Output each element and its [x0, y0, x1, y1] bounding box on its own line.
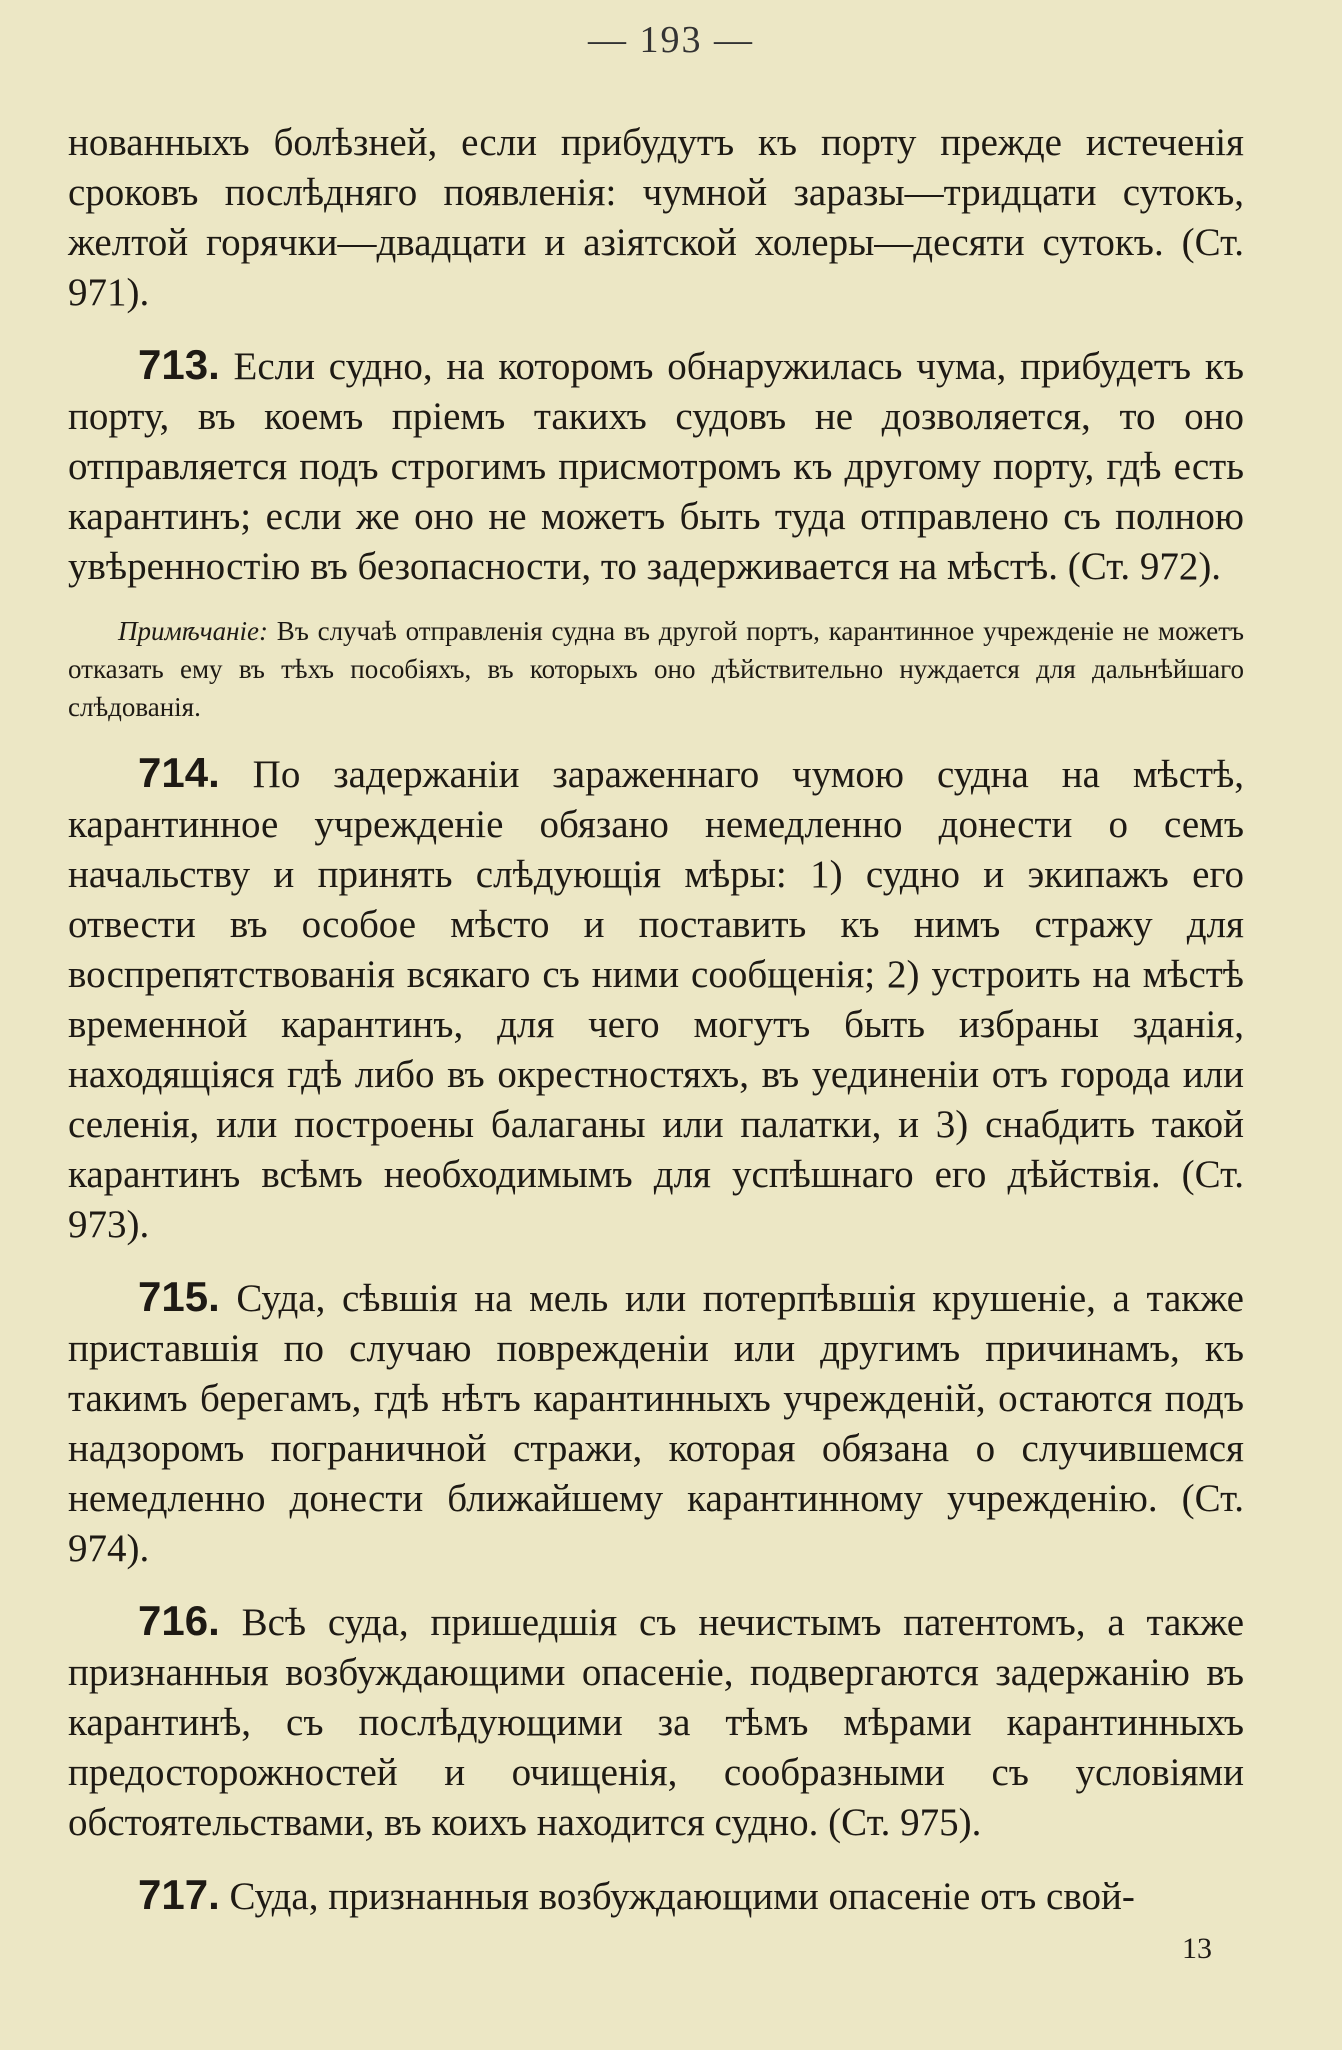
- article-text: По задержаніи зараженнаго чумою судна на мѣстѣ, карантинное учрежденіе обязано немедленно донести о семъ начальству и принять слѣдующія мѣры: 1) судно и экипажъ его отвести въ особое мѣсто и поставить къ нимъ стражу для воспрепятствованія всякаго съ ними сообщенія; 2) устроить на мѣстѣ временной карантинъ, для чего могутъ быть избраны зданія, находящіяся гдѣ либо въ окрестностяхъ, въ уединеніи отъ города или селенія, или построены балаганы или палатки, и 3) снабдить такой карантинъ всѣмъ необходимымъ для успѣшнаго его дѣйствія. (Ст. 973).: [68, 753, 1244, 1246]
- article-number: 714.: [138, 749, 220, 796]
- article-text: Если судно, на которомъ обнаружилась чума, прибудетъ къ порту, въ коемъ пріемъ такихъ судовъ не дозволяется, то оно отправляется подъ строгимъ присмотромъ къ другому порту, гдѣ есть карантинъ; если же оно не можетъ быть туда отправлено съ полною увѣренностію въ безопасности, то задерживается на мѣстѣ. (Ст. 972).: [68, 345, 1244, 588]
- note-label: Примѣчаніе:: [118, 616, 268, 646]
- article-714: [68, 748, 1244, 1250]
- body-text: [68, 118, 1244, 1922]
- article-number: 715.: [138, 1273, 220, 1320]
- article-text: Суда, признанныя возбуждающими опасеніе отъ свой-: [219, 1875, 1135, 1918]
- signature-mark: 13: [1182, 1932, 1212, 1965]
- article-717: [68, 1870, 1244, 1922]
- article-number: 713.: [138, 341, 220, 388]
- article-text: Всѣ суда, пришедшія съ нечистымъ патентомъ, а также признанныя возбуждающими опасеніе, подвергаются задержанію въ карантинѣ, съ послѣдующими за тѣмъ мѣрами карантинныхъ предосторожностей и очищенія, сообразными съ условіями обстоятельствами, въ коихъ находится судно. (Ст. 975).: [68, 1601, 1244, 1844]
- article-713: [68, 340, 1244, 592]
- article-number: 716.: [138, 1597, 220, 1644]
- article-number: 717.: [138, 1871, 220, 1918]
- page-number-header: — 193 —: [588, 19, 754, 61]
- article-715: [68, 1272, 1244, 1574]
- note-text: Въ случаѣ отправленія судна въ другой портъ, карантинное учрежденіе не можетъ отказать ему въ тѣхъ пособіяхъ, въ которыхъ оно дѣйствительно нуждается для дальнѣйшаго слѣдованія.: [68, 616, 1244, 722]
- note-paragraph: [68, 612, 1244, 726]
- article-716: [68, 1596, 1244, 1848]
- continuation-paragraph: нованныхъ болѣзней, если прибудутъ къ порту прежде истеченія сроковъ послѣдняго появленія: чумной заразы—тридцати сутокъ, желтой горячки—двадцати и азіятской холеры—десяти сутокъ. (Ст. 971).: [68, 121, 1244, 314]
- article-text: Суда, сѣвшія на мель или потерпѣвшія крушеніе, а также приставшія по случаю поврежденіи или другимъ причинамъ, къ такимъ берегамъ, гдѣ нѣтъ карантинныхъ учрежденій, остаются подъ надзоромъ пограничной стражи, которая обязана о случившемся немедленно донести ближайшему карантинному учрежденію. (Ст. 974).: [68, 1277, 1244, 1570]
